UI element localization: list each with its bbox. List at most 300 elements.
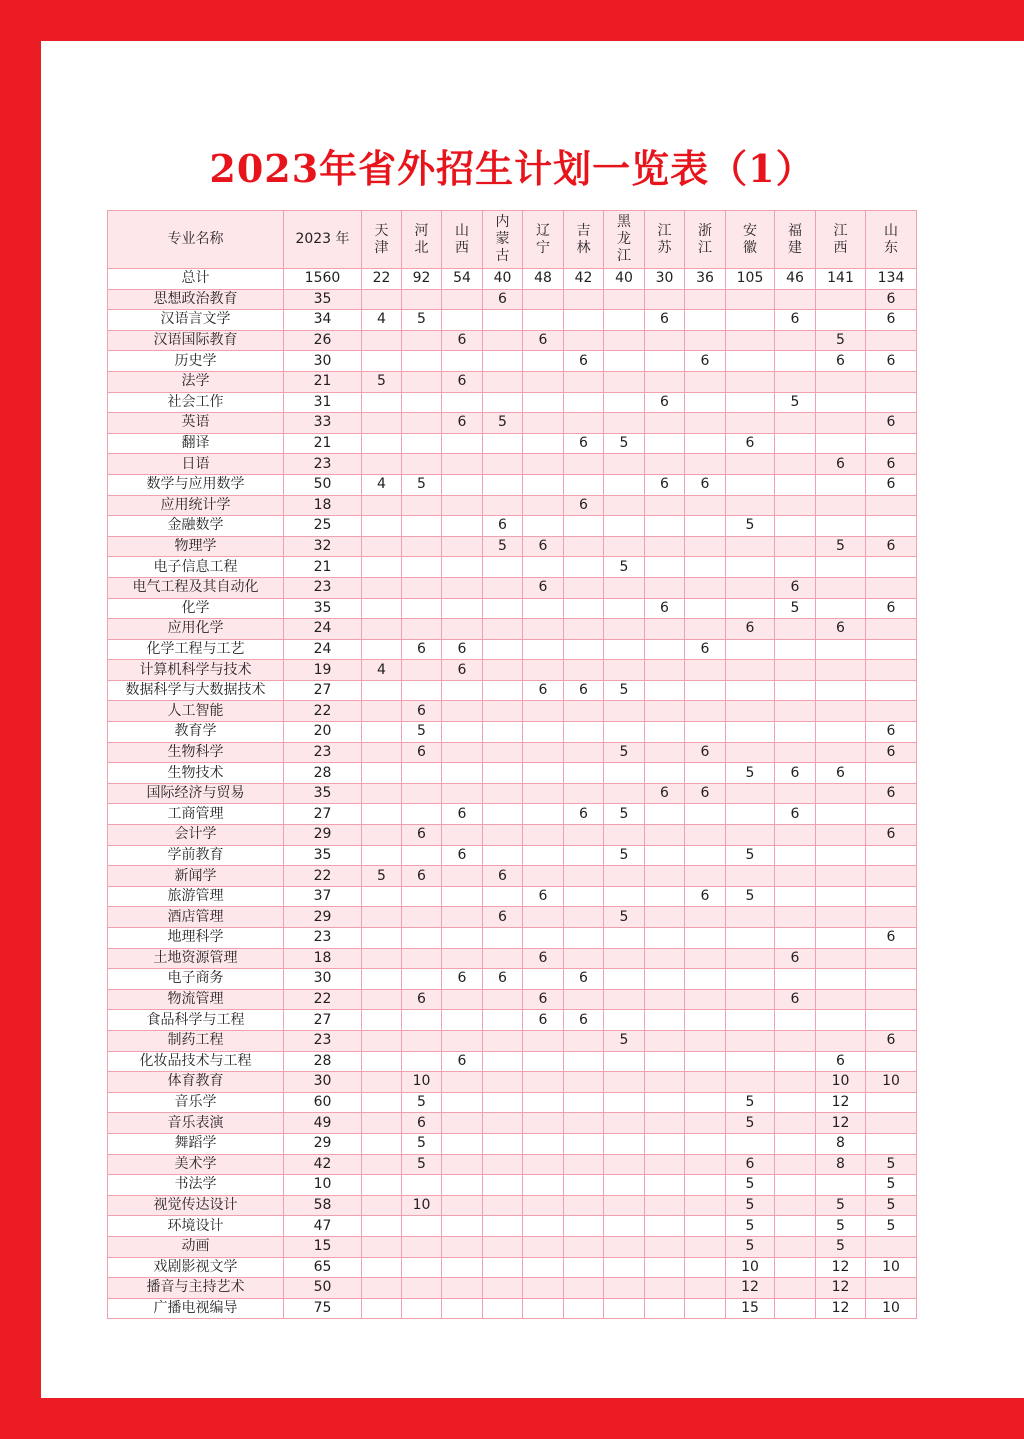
quota-cell [604,886,645,907]
quota-cell: 6 [866,474,917,495]
table-body [108,269,917,1319]
quota-cell [442,1195,483,1216]
quota-cell [564,763,604,784]
quota-cell [564,783,604,804]
quota-cell [685,454,726,475]
quota-cell [604,701,645,722]
quota-cell [645,1154,685,1175]
quota-cell [442,1010,483,1031]
quota-cell [442,948,483,969]
quota-cell [604,1010,645,1031]
year-total-cell: 23 [284,577,362,598]
quota-cell: 5 [726,845,775,866]
major-name-cell: 播音与主持艺术 [108,1278,284,1299]
quota-cell [523,310,564,331]
quota-cell [483,433,523,454]
quota-cell [604,577,645,598]
table-row [108,454,917,475]
quota-cell [685,310,726,331]
quota-cell [362,701,402,722]
table-row [108,1278,917,1299]
quota-cell: 6 [442,804,483,825]
quota-cell: 5 [362,371,402,392]
quota-cell [726,310,775,331]
quota-cell [483,1113,523,1134]
quota-cell: 6 [866,742,917,763]
quota-cell [523,413,564,434]
major-name-cell: 电子信息工程 [108,557,284,578]
quota-cell: 12 [816,1257,866,1278]
quota-cell [685,557,726,578]
quota-cell [726,969,775,990]
quota-cell [685,536,726,557]
quota-cell [726,495,775,516]
quota-cell [523,783,564,804]
major-name-cell: 工商管理 [108,804,284,825]
quota-cell [685,392,726,413]
quota-cell [775,557,816,578]
quota-cell [645,413,685,434]
major-name-cell: 音乐表演 [108,1113,284,1134]
quota-cell [523,598,564,619]
quota-cell [564,289,604,310]
quota-cell [775,660,816,681]
major-name-cell: 体育教育 [108,1072,284,1093]
quota-cell [816,639,866,660]
year-total-cell: 20 [284,722,362,743]
quota-cell: 5 [866,1195,917,1216]
quota-cell [685,1092,726,1113]
major-name-cell: 人工智能 [108,701,284,722]
quota-cell [775,330,816,351]
quota-cell [483,310,523,331]
quota-cell [645,1298,685,1319]
quota-cell [726,639,775,660]
table-row [108,742,917,763]
quota-cell [685,804,726,825]
table-row [108,413,917,434]
quota-cell [604,928,645,949]
quota-cell [362,804,402,825]
quota-cell [866,1113,917,1134]
quota-cell [604,825,645,846]
quota-cell [362,598,402,619]
quota-cell [775,1236,816,1257]
major-name-cell: 美术学 [108,1154,284,1175]
quota-cell [645,1216,685,1237]
quota-cell [685,907,726,928]
quota-cell [866,1010,917,1031]
quota-cell: 10 [402,1195,442,1216]
quota-cell [483,886,523,907]
quota-cell [645,351,685,372]
quota-cell: 4 [362,474,402,495]
quota-cell [645,577,685,598]
quota-cell [523,454,564,475]
quota-cell: 5 [402,1133,442,1154]
major-name-cell: 金融数学 [108,516,284,537]
quota-cell [775,1113,816,1134]
quota-cell [483,722,523,743]
quota-cell [483,330,523,351]
quota-cell [523,433,564,454]
quota-cell [523,1030,564,1051]
quota-cell [645,1257,685,1278]
quota-cell [685,825,726,846]
quota-cell [442,619,483,640]
quota-cell [402,1236,442,1257]
quota-cell: 6 [866,598,917,619]
quota-cell [604,1236,645,1257]
quota-cell [775,783,816,804]
header-province: 内蒙古 [483,211,523,269]
quota-cell [442,928,483,949]
major-name-cell: 会计学 [108,825,284,846]
quota-cell: 6 [685,783,726,804]
table-row [108,660,917,681]
table-row [108,928,917,949]
quota-cell [645,866,685,887]
table-row [108,825,917,846]
year-total-cell: 27 [284,1010,362,1031]
quota-cell: 6 [523,680,564,701]
quota-cell: 6 [816,763,866,784]
quota-cell [442,392,483,413]
year-total-cell: 58 [284,1195,362,1216]
quota-cell [866,969,917,990]
quota-cell [604,598,645,619]
quota-cell: 15 [726,1298,775,1319]
quota-cell [645,1113,685,1134]
quota-cell [866,1051,917,1072]
quota-cell [685,371,726,392]
quota-cell [564,516,604,537]
major-name-cell: 地理科学 [108,928,284,949]
table-row [108,763,917,784]
quota-cell [523,660,564,681]
quota-cell [442,474,483,495]
quota-cell [866,948,917,969]
quota-cell: 6 [564,680,604,701]
table-row [108,989,917,1010]
quota-cell [523,969,564,990]
quota-cell [645,1010,685,1031]
quota-cell [442,351,483,372]
major-name-cell: 汉语言文学 [108,310,284,331]
quota-cell [645,1278,685,1299]
quota-cell [402,351,442,372]
quota-cell [604,763,645,784]
quota-cell: 5 [726,1216,775,1237]
quota-cell [442,310,483,331]
year-total-cell: 22 [284,989,362,1010]
quota-cell: 6 [866,413,917,434]
quota-cell [816,845,866,866]
quota-cell [726,330,775,351]
quota-cell [726,907,775,928]
quota-cell: 5 [604,907,645,928]
header-province: 山西 [442,211,483,269]
quota-cell [645,619,685,640]
quota-cell [402,619,442,640]
quota-cell [645,1092,685,1113]
quota-cell [726,371,775,392]
quota-cell [775,886,816,907]
quota-cell: 6 [866,289,917,310]
quota-cell [816,825,866,846]
year-total-cell: 21 [284,371,362,392]
quota-cell [604,351,645,372]
major-name-cell: 思想政治教育 [108,289,284,310]
quota-cell [645,1236,685,1257]
quota-cell: 42 [564,269,604,290]
quota-cell [564,866,604,887]
quota-cell: 6 [816,351,866,372]
quota-cell [816,289,866,310]
major-name-cell: 数据科学与大数据技术 [108,680,284,701]
year-total-cell: 50 [284,474,362,495]
quota-cell: 5 [775,392,816,413]
quota-cell: 5 [726,1175,775,1196]
quota-cell [442,866,483,887]
quota-cell: 6 [442,330,483,351]
year-total-cell: 35 [284,598,362,619]
quota-cell: 5 [726,1195,775,1216]
quota-cell [564,1298,604,1319]
quota-cell [442,1236,483,1257]
quota-cell [483,1010,523,1031]
quota-cell [685,619,726,640]
quota-cell [564,1195,604,1216]
table-row [108,351,917,372]
quota-cell [483,598,523,619]
quota-cell [816,1175,866,1196]
quota-cell: 5 [726,1236,775,1257]
quota-cell: 6 [775,310,816,331]
quota-cell [775,680,816,701]
quota-cell: 5 [402,310,442,331]
quota-cell [402,577,442,598]
quota-cell: 54 [442,269,483,290]
quota-cell [775,639,816,660]
quota-cell [726,392,775,413]
quota-cell: 12 [726,1278,775,1299]
major-name-cell: 国际经济与贸易 [108,783,284,804]
major-name-cell: 电子商务 [108,969,284,990]
quota-cell [362,783,402,804]
quota-cell [402,1175,442,1196]
quota-cell [685,1216,726,1237]
quota-cell: 46 [775,269,816,290]
quota-cell: 5 [726,763,775,784]
quota-cell [483,1216,523,1237]
major-name-cell: 物理学 [108,536,284,557]
quota-cell: 5 [816,536,866,557]
year-total-cell: 47 [284,1216,362,1237]
quota-cell [564,1072,604,1093]
quota-cell [362,351,402,372]
quota-cell: 5 [402,1092,442,1113]
quota-cell [775,454,816,475]
quota-cell [685,763,726,784]
quota-cell [523,1072,564,1093]
year-total-cell: 60 [284,1092,362,1113]
quota-cell [483,1051,523,1072]
quota-cell [775,495,816,516]
quota-cell [402,948,442,969]
quota-cell [866,1278,917,1299]
quota-cell [442,680,483,701]
quota-cell [645,371,685,392]
quota-cell [604,619,645,640]
table-row [108,1113,917,1134]
quota-cell: 6 [402,866,442,887]
quota-cell [775,1216,816,1237]
quota-cell: 6 [866,722,917,743]
quota-cell [402,1010,442,1031]
table-row [108,722,917,743]
quota-cell [645,1195,685,1216]
quota-cell [775,351,816,372]
quota-cell [866,886,917,907]
quota-cell: 6 [866,310,917,331]
quota-cell [483,1154,523,1175]
quota-cell [726,1072,775,1093]
quota-cell [564,1113,604,1134]
year-total-cell: 28 [284,763,362,784]
quota-cell [564,1216,604,1237]
year-total-cell: 35 [284,845,362,866]
quota-cell [775,371,816,392]
quota-cell [483,474,523,495]
quota-cell: 10 [816,1072,866,1093]
quota-cell [645,1175,685,1196]
quota-cell [362,1092,402,1113]
quota-cell [523,1092,564,1113]
quota-cell [523,722,564,743]
quota-cell: 22 [362,269,402,290]
quota-cell [775,742,816,763]
quota-cell [775,289,816,310]
major-name-cell: 教育学 [108,722,284,743]
quota-cell [866,433,917,454]
major-name-cell: 书法学 [108,1175,284,1196]
major-name-cell: 土地资源管理 [108,948,284,969]
quota-cell [604,866,645,887]
quota-cell [564,1257,604,1278]
quota-cell: 8 [816,1154,866,1175]
quota-cell [564,557,604,578]
quota-cell: 40 [604,269,645,290]
quota-cell [564,639,604,660]
quota-cell [442,1278,483,1299]
quota-cell [483,701,523,722]
quota-cell: 5 [604,433,645,454]
quota-cell: 6 [402,639,442,660]
quota-cell [726,577,775,598]
quota-cell: 12 [816,1113,866,1134]
table-row [108,1092,917,1113]
quota-cell [402,289,442,310]
quota-cell [604,474,645,495]
quota-cell [645,1051,685,1072]
quota-cell [775,1092,816,1113]
quota-cell [685,660,726,681]
quota-cell [685,948,726,969]
quota-cell [685,1175,726,1196]
table-row [108,289,917,310]
total-row [108,269,917,290]
major-name-cell: 生物技术 [108,763,284,784]
quota-cell: 6 [685,742,726,763]
quota-cell [816,310,866,331]
quota-cell: 48 [523,269,564,290]
quota-cell [604,536,645,557]
quota-cell [726,474,775,495]
quota-cell: 6 [483,969,523,990]
quota-cell [645,289,685,310]
major-name-cell: 音乐学 [108,1092,284,1113]
quota-cell [866,701,917,722]
quota-cell [402,433,442,454]
major-name-cell: 食品科学与工程 [108,1010,284,1031]
quota-cell [362,1298,402,1319]
header-major-name: 专业名称 [108,211,284,269]
major-name-cell: 新闻学 [108,866,284,887]
quota-cell [726,536,775,557]
quota-cell [362,928,402,949]
quota-cell: 6 [685,474,726,495]
major-name-cell: 数学与应用数学 [108,474,284,495]
quota-cell [442,886,483,907]
quota-cell: 10 [866,1298,917,1319]
quota-cell: 12 [816,1092,866,1113]
year-total-cell: 34 [284,310,362,331]
quota-cell [362,742,402,763]
quota-cell [442,1092,483,1113]
quota-cell: 6 [523,536,564,557]
quota-cell: 5 [402,474,442,495]
quota-cell [816,577,866,598]
quota-cell [816,495,866,516]
year-total-cell: 24 [284,619,362,640]
quota-cell [402,783,442,804]
quota-cell [604,1175,645,1196]
quota-cell [645,557,685,578]
table-row [108,804,917,825]
table-row [108,1051,917,1072]
quota-cell: 6 [866,1030,917,1051]
major-name-cell: 历史学 [108,351,284,372]
quota-cell [604,1278,645,1299]
quota-cell [523,1175,564,1196]
quota-cell [604,1113,645,1134]
quota-cell [604,1257,645,1278]
quota-cell [726,701,775,722]
quota-cell [685,289,726,310]
quota-cell: 6 [523,989,564,1010]
quota-cell [816,680,866,701]
quota-cell [866,680,917,701]
quota-cell [402,907,442,928]
table-row [108,392,917,413]
header-province: 河北 [402,211,442,269]
major-name-cell: 汉语国际教育 [108,330,284,351]
quota-cell [816,989,866,1010]
quota-cell: 6 [645,392,685,413]
quota-cell [442,1072,483,1093]
major-name-cell: 翻译 [108,433,284,454]
